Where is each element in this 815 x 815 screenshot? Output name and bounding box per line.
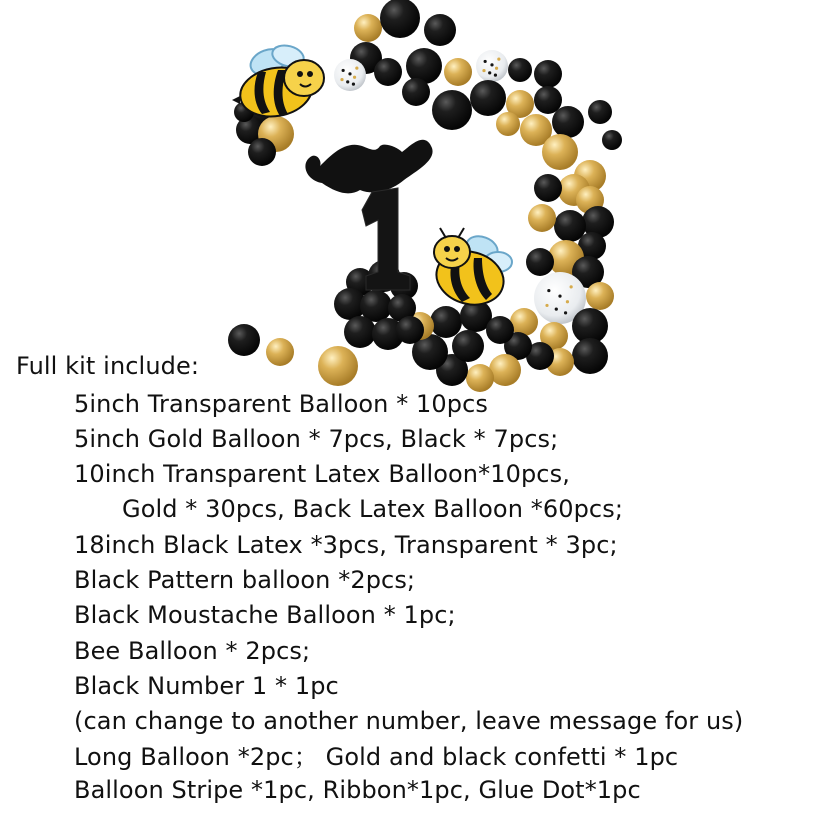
confetti-speck xyxy=(488,71,491,74)
black-balloon xyxy=(430,306,462,338)
gold-balloon xyxy=(489,354,521,386)
gold-balloon xyxy=(444,58,472,86)
kit-line: 10inch Transparent Latex Balloon*10pcs, xyxy=(74,460,570,488)
kit-line: 5inch Gold Balloon * 7pcs, Black * 7pcs; xyxy=(74,425,559,453)
black-balloon xyxy=(374,58,402,86)
confetti-speck xyxy=(355,67,358,70)
black-balloon xyxy=(424,14,456,46)
confetti-speck xyxy=(495,67,498,70)
gold-balloon xyxy=(266,338,294,366)
black-balloon xyxy=(402,78,430,106)
black-balloon xyxy=(470,80,506,116)
black-balloon xyxy=(486,316,514,344)
black-balloon xyxy=(572,338,608,374)
confetti-speck xyxy=(340,78,343,81)
kit-heading: Full kit include: xyxy=(16,352,200,380)
kit-line: (can change to another number, leave message for us) xyxy=(74,707,744,735)
kit-line: Bee Balloon * 2pcs; xyxy=(74,637,311,665)
kit-line: Gold * 30pcs, Back Latex Balloon *60pcs; xyxy=(122,495,624,523)
black-balloon xyxy=(406,48,442,84)
black-balloon xyxy=(552,106,584,138)
confetti-speck xyxy=(497,58,500,61)
black-balloon xyxy=(534,60,562,88)
black-balloon xyxy=(228,324,260,356)
confetti-speck xyxy=(490,63,493,66)
confetti-speck xyxy=(570,285,573,288)
kit-line: 5inch Transparent Balloon * 10pcs xyxy=(74,390,489,418)
confetti-speck xyxy=(555,308,558,311)
gold-balloon xyxy=(354,14,382,42)
confetti-speck xyxy=(564,311,567,314)
black-balloon xyxy=(452,330,484,362)
gold-balloon xyxy=(318,346,358,386)
black-balloon xyxy=(248,138,276,166)
confetti-speck xyxy=(353,76,356,79)
black-balloon xyxy=(344,316,376,348)
gold-balloon xyxy=(528,204,556,232)
black-balloon xyxy=(588,100,612,124)
confetti-speck xyxy=(558,295,561,298)
confetti-speck xyxy=(348,72,351,75)
gold-balloon xyxy=(466,364,494,392)
gold-balloon xyxy=(496,112,520,136)
black-balloon xyxy=(432,90,472,130)
moustache-balloon xyxy=(305,140,432,194)
confetti-speck xyxy=(494,74,497,77)
confetti-speck xyxy=(342,69,345,72)
confetti-speck xyxy=(484,60,487,63)
kit-line: Black Moustache Balloon * 1pc; xyxy=(74,601,456,629)
gold-balloon xyxy=(586,282,614,310)
kit-line: Long Balloon *2pc； Gold and black confetti * 1pc xyxy=(74,743,679,771)
number-one-balloon xyxy=(362,188,410,290)
confetti-speck xyxy=(346,80,349,83)
black-balloon xyxy=(602,130,622,150)
confetti-speck xyxy=(566,300,569,303)
black-balloon xyxy=(396,316,424,344)
black-balloon xyxy=(508,58,532,82)
bee-balloon xyxy=(430,228,512,312)
gold-balloon xyxy=(542,134,578,170)
kit-line: 18inch Black Latex *3pcs, Transparent * 3pc; xyxy=(74,531,618,559)
confetti-speck xyxy=(352,83,355,86)
gold-balloon xyxy=(510,308,538,336)
confetti-speck xyxy=(547,289,550,292)
black-balloon xyxy=(526,248,554,276)
kit-line: Black Pattern balloon *2pcs; xyxy=(74,566,416,594)
kit-line: Black Number 1 * 1pc xyxy=(74,672,339,700)
confetti-speck xyxy=(482,69,485,72)
kit-line: Balloon Stripe *1pc, Ribbon*1pc, Glue Dot*1pc xyxy=(74,776,641,804)
black-balloon xyxy=(380,0,420,38)
confetti-speck xyxy=(545,304,548,307)
black-balloon xyxy=(534,174,562,202)
